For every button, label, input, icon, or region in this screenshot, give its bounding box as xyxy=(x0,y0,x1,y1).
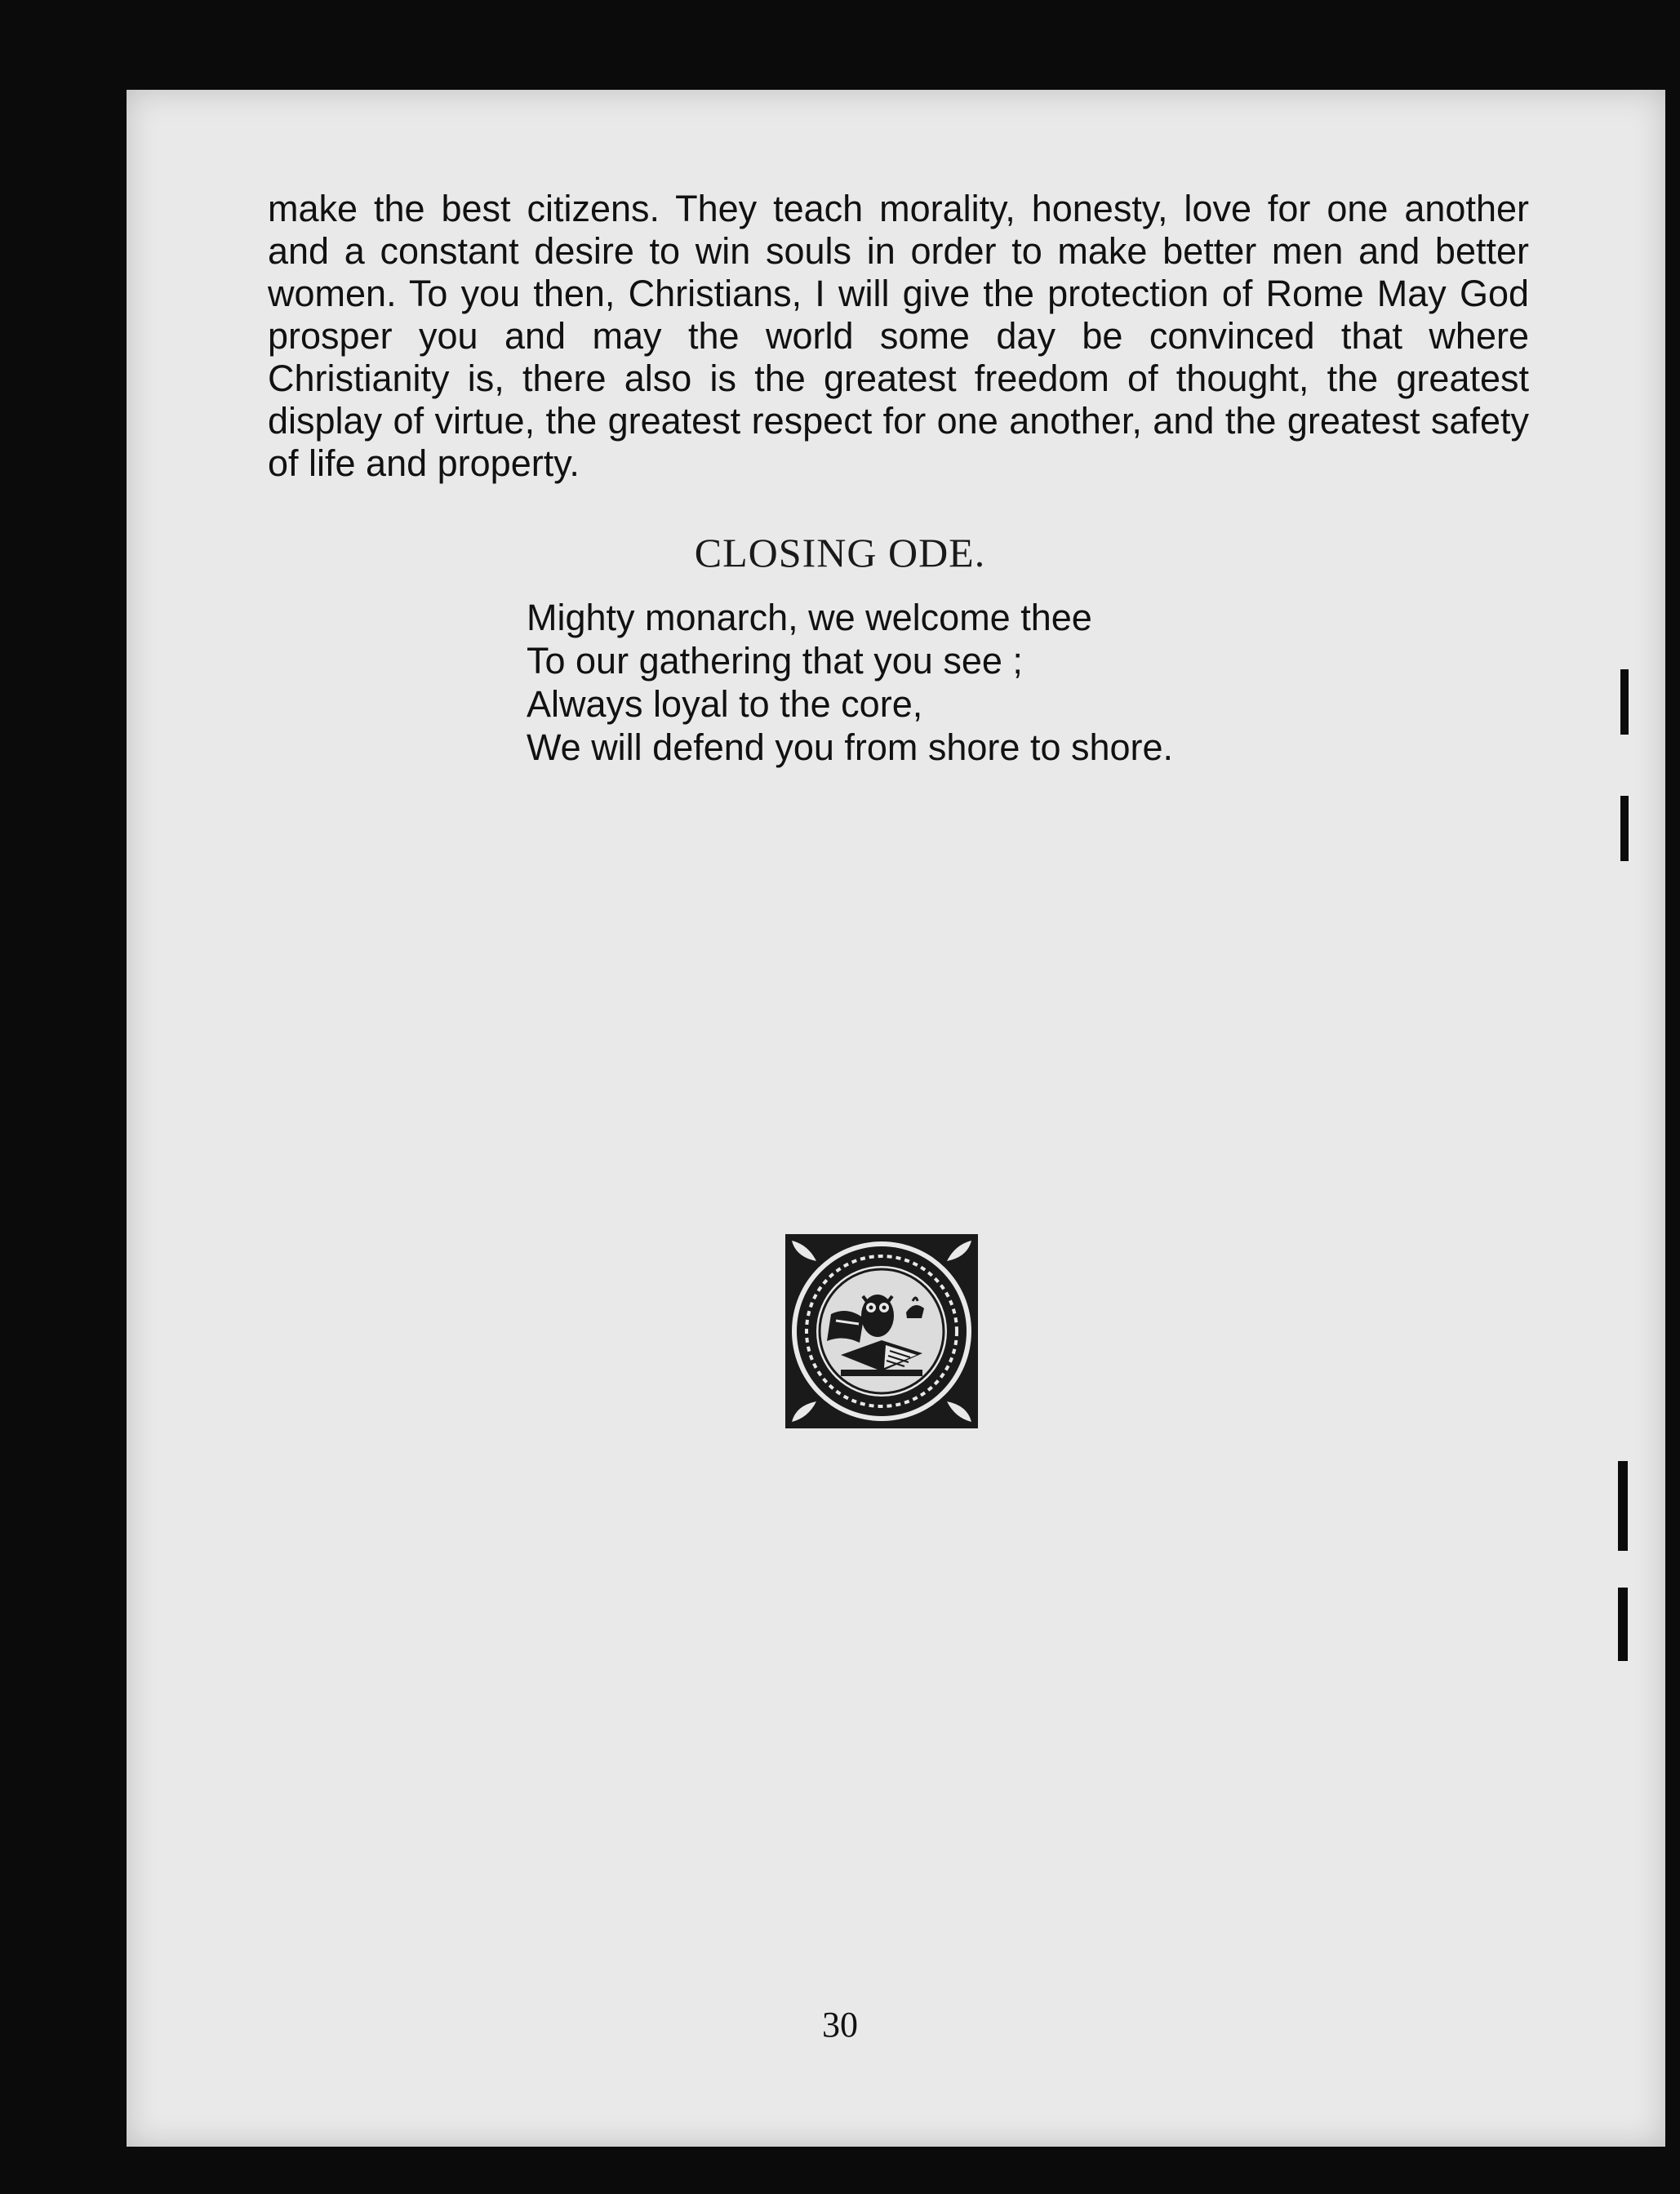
poem-line: Always loyal to the core, xyxy=(527,683,923,725)
binding-mark xyxy=(1618,1588,1628,1661)
poem-line: To our gathering that you see ; xyxy=(527,640,1023,682)
binding-mark xyxy=(1620,669,1629,735)
poem-line: We will defend you from shore to shore. xyxy=(527,726,1174,768)
body-paragraph: make the best citizens. They teach morality, honesty, love for one another and a constant desire to win souls in order to make better men and better women. To you then, Christians, I will give the protection of Rome May God prosper you and may the world some day be convinced that where Christianity is, there also is the greatest freedom of thought, the greatest display of virtue, the greatest respect for one another, and the greatest safety of life and property. xyxy=(268,188,1529,484)
page-number: 30 xyxy=(822,2005,858,2045)
closing-ode-poem xyxy=(527,596,1343,769)
binding-mark xyxy=(1618,1461,1628,1551)
binding-mark xyxy=(1620,796,1629,861)
owl-emblem-icon xyxy=(784,1232,980,1430)
poem-line: Mighty monarch, we welcome thee xyxy=(527,597,1092,638)
section-heading: CLOSING ODE. xyxy=(694,530,986,575)
